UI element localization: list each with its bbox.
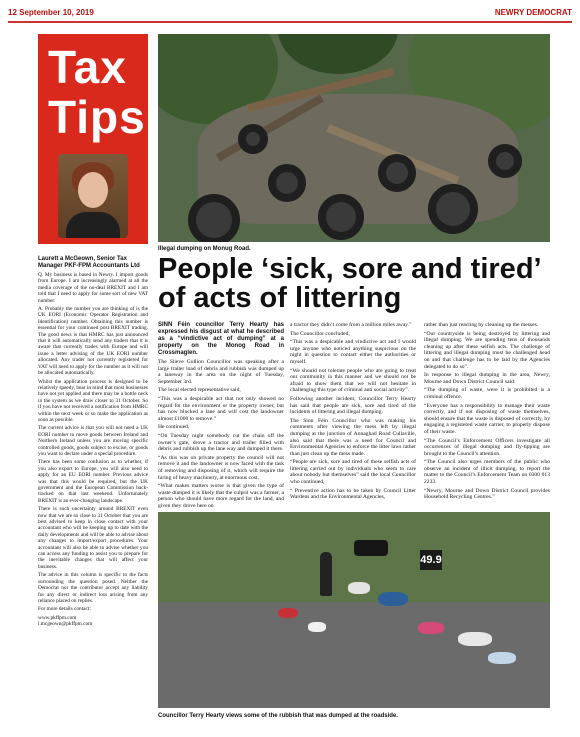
article-paragraph: Following another incident, Councillor Terry Hearty has said that people are sick, sore and tired of the incidents of littering and illegal dumping. [290, 395, 416, 416]
article-paragraph: a tractor they didn’t come from a million miles away.” [290, 322, 412, 328]
article-paragraph: The Slieve Gullion Councillor was speaking after a large trailer load of debris and rubbish was dumped up a laneway in the area on the night of Tuesday, September 3rd. [158, 359, 284, 385]
petrol-price-sign: 49.9 [420, 550, 442, 570]
article-paragraph: “Newry, Mourne and Down District Council provides Household Recycling Centres.” [424, 487, 550, 501]
contact-email[interactable]: l.mcgeown@pkffpm.com [38, 621, 93, 628]
author-caption: Laurett a McGeown, Senior Tax Manager PKF-FPM Accountants Ltd [38, 256, 140, 269]
dumping-photo [158, 34, 550, 242]
article-paragraph: The Sinn Féin Councillor who was making his comments after viewing the mess left by illegal dumping at the junction of Annaghad Road Cullaville, also said that there was a need for Council and Environmental Agencies to enforce the litter laws rather than just clean up the mess made. [290, 417, 416, 457]
article-paragraph: The local elected representative said, [158, 387, 241, 394]
article-paragraph: The Councillor concluded, [290, 330, 350, 337]
tax-paragraph: A. Probably the number you are thinking of is the UK EORI (Economic Operator Registration and Identification) number. Obtaining this number is essential for your continued post BREXIT trading. The good news is that HMRC has just announced that it will automatically send any traders that it is aware that currently trades with Europe and will issue a letter advising of the UK EORI number allocated. Any trader not currently registered for VAT will need to apply for the number as it will not be allocated automatically. [38, 306, 148, 377]
tax-paragraph: There has been some confusion as to whether, if you also export to Europe, you will also need to apply for an EU EORI number. Previous advice was that this would be required, but the UK government and the European Commission back-tracked on that last weekend. Unfortunately BREXIT is an ever-changing landscape. [38, 459, 148, 504]
tax-tips-title-line2: Tips [48, 91, 146, 143]
article-paragraph: “What makes matters worse is that given the type of waste dumped it is likely that the culprit was a farmer, a person who should have more regard for the land, and given they drove here on [158, 483, 284, 509]
contact-website[interactable]: www.pkffpm.com [38, 614, 77, 621]
tax-tips-title-line1: Tax [48, 41, 127, 93]
article-paragraph: “We should not tolerate people who are going to treat our community in this manner and we should not be afraid to show them that we will not hesitate in challenging this type of criminal anti social activity”. [290, 367, 416, 394]
page-header [8, 8, 572, 20]
article-column-1 [158, 322, 284, 511]
article-paragraph: “On Tuesday night somebody cut the chain off the owner’s gate, drove a tractor and trailer filled with debris and rubbish up the lane way and dumped it there. [158, 432, 284, 453]
article-paragraph: rather than just reacting by cleaning up the messes. [424, 322, 539, 328]
article-paragraph: “ Preventive action has to be taken by Council Litter Wardens and the Environmental Agencies, [290, 487, 416, 501]
roadside-photo [158, 512, 550, 708]
article-paragraph: “As this was on private property the council will not remove it and the landowner is now faced with the task of removing and disposing of it, which will require the hiring of heavy machinery, at enormous cost. [158, 454, 284, 481]
article-paragraph: He continued, [158, 424, 190, 431]
article-paragraph: “Everyone has a responsibility to manage their waste correctly, and if not disposing of waste themselves, should ensure that the waste is disposed of correctly, by engaging a registered waste carrier, to properly dispose of their waste. [424, 402, 550, 435]
tax-paragraph: There is such uncertainty around BREXIT even now that we are so close to 31 October that you are best advised to keep in close contact with your accountant who will be keeping up to date with the daily developments and will be able to advise about any changes to import/export procedures. Your accountant will also be able to advise whether you can access any funding to assist you to prepare for the inevitable changes that will affect your business. [38, 506, 148, 570]
header-rule [8, 21, 572, 23]
tax-tips-column [38, 272, 148, 628]
article-paragraph: “This was a despicable and vindictive act and I would urge anyone who noticed anything suspicious on the night in question to contact either the authorities or myself. [290, 339, 416, 365]
article-column-2 [290, 322, 416, 503]
article-paragraph: “Our countryside is being destroyed by littering and illegal dumping. We are spending tens of thousands cleaning up after these selfish acts. The challenge of littering and illegal dumping must be challenged head on and that challenge has to be laid by the Agencies delegated to do so”. [424, 330, 550, 370]
article-column-3 [424, 322, 550, 503]
article-paragraph: “This was a despicable act that not only showed no regard for the environment or the property owner, but has now blocked a lane and will cost the landowner almost £1000 to remove.” [158, 395, 284, 422]
tax-paragraph: Q. My business is based in Newry. I import goods from Europe. I am increasingly alarmed at all the media coverage of the no-deal BREXIT and I am told that I need to apply for some sort of new VAT number. [38, 272, 148, 304]
masthead: NEWRY DEMOCRAT [494, 8, 572, 17]
issue-date: 12 September 10, 2019 [8, 8, 94, 17]
tax-paragraph: The advice in this column is specific to the facts surrounding the question posed. Neither the Democrat nor the contributor accept any liability for any direct or indirect loss arising from any reliance placed on replies. [38, 572, 148, 604]
author-portrait [58, 154, 128, 238]
article-paragraph: “The Council’s Enforcement Officers investigate all occurrences of illegal dumping and fly-tipping are brought to the Council’s attention. [424, 437, 550, 457]
article-paragraph: “People are sick, sore and tired of these selfish acts of littering carried out by individuals who seem to care about nobody but themselves” said the local Councillor who continued, [290, 459, 416, 486]
tax-tips-banner [38, 34, 148, 244]
tax-paragraph: Whilst the application process is designed to be relatively speedy, bear in mind that most businesses have not yet applied and there may be a bottle neck in the system as we draw closer to 31 October. So if you have not received a notification from HMRC within the next week or so make the application as soon as possible. [38, 378, 148, 423]
article-headline: People ‘sick, sore and tired’ of acts of littering [158, 253, 540, 314]
tax-paragraph: For more details contact: [38, 606, 91, 613]
car-shape [354, 540, 388, 556]
councillor-figure [320, 552, 332, 596]
top-photo-caption: Illegal dumping on Monug Road. [158, 246, 251, 252]
article-paragraph: In response to illegal dumping in the area, Newry, Mourne and Down District Council said: [424, 372, 550, 385]
article-lead: SINN Féin councillor Terry Hearty has expressed his disgust at what he described as a “vindictive act of dumping” at a property on the Monog Road in Crossmaglen. [158, 322, 284, 356]
bottom-photo-caption: Councillor Terry Hearty views some of the rubbish that was dumped at the roadside. [158, 713, 398, 719]
article-paragraph: “The Council also urges members of the public who observe an incident of illicit dumping, to report the matter to the Council’s Enforcement Team on 0300 013 2233. [424, 459, 550, 486]
article-paragraph: “The dumping of waste, were it is prohibited is a criminal offence. [424, 387, 550, 400]
tax-paragraph: The current advice is that you will not need a UK EORI number to move goods between Ireland and Northern Ireland unless you are moving specific controlled goods, goods subject to excise, or goods you want to declare under a special procedure. [38, 425, 148, 457]
